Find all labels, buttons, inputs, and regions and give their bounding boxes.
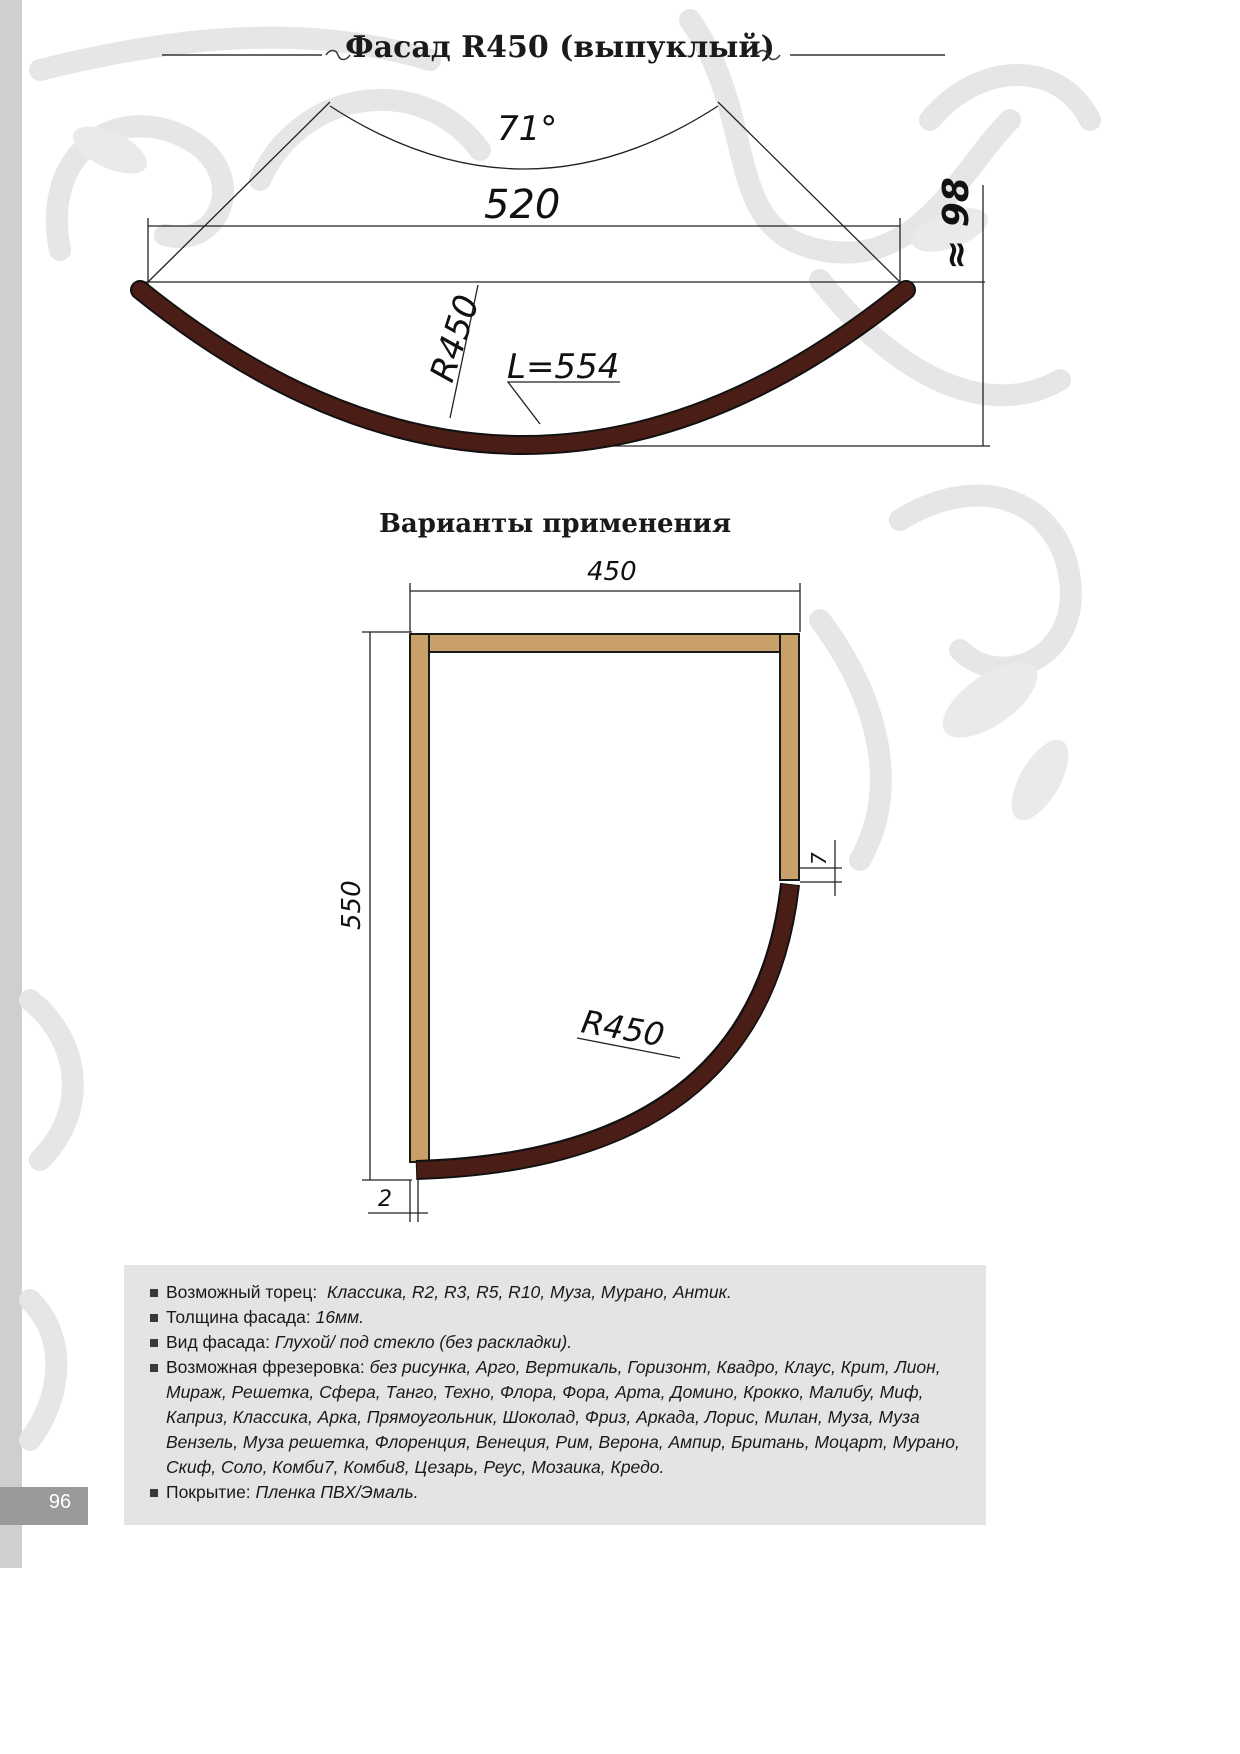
- bullet-icon: [150, 1339, 158, 1347]
- section-title: Варианты применения: [378, 509, 732, 539]
- radius-label: R450: [578, 1002, 668, 1055]
- bullet-icon: [150, 1489, 158, 1497]
- spec-type: Вид фасада: Глухой/ под стекло (без раскладки).: [148, 1330, 978, 1355]
- frame-left-panel: [410, 634, 429, 1162]
- bullet-icon: [150, 1314, 158, 1322]
- angle-label: 71°: [497, 109, 558, 149]
- spec-thickness: Толщина фасада: 16мм.: [148, 1305, 978, 1330]
- spec-coating: Покрытие: Пленка ПВХ/Эмаль.: [148, 1480, 978, 1505]
- page-number: 96: [48, 1491, 72, 1513]
- side-offset-label: 7: [807, 852, 831, 865]
- bottom-offset-label: 2: [378, 1187, 392, 1212]
- arc-length-label: L=554: [507, 347, 620, 387]
- spec-edge: Возможный торец: Классика, R2, R3, R5, R10, Муза, Мурано, Антик.: [148, 1280, 978, 1305]
- chord-label: 520: [484, 182, 561, 228]
- specifications-list: [148, 1280, 978, 1505]
- bullet-icon: [150, 1364, 158, 1372]
- spec-milling: Возможная фрезеровка: без рисунка, Арго, Вертикаль, Горизонт, Квадро, Клаус, Крит, Лион, Мираж, Решетка, Сфера, Танго, Техно, Флора, Фора, Арта, Домино, Крокко, Малибу, Миф, Каприз, Классика, Арка, Прямоугольник, Шоколад, Фриз, Аркада, Лорис, Милан, Муза, Муза Вензель, Муза решетка, Флоренция, Венеция, Рим, Верона, Ампир, Британь, Моцарт, Мурано, Скиф, Соло, Комби7, Комби8, Цезарь, Реус, Мозаика, Кредо.: [148, 1355, 978, 1480]
- radius-label: R450: [422, 290, 488, 387]
- page-title: Фасад R450 (выпуклый): [345, 30, 775, 65]
- height-label: ≈ 98: [936, 177, 977, 270]
- height-label: 550: [337, 880, 367, 930]
- width-label: 450: [587, 557, 637, 587]
- bullet-icon: [150, 1289, 158, 1297]
- frame-right-panel: [780, 634, 799, 880]
- frame-top-panel: [429, 634, 780, 652]
